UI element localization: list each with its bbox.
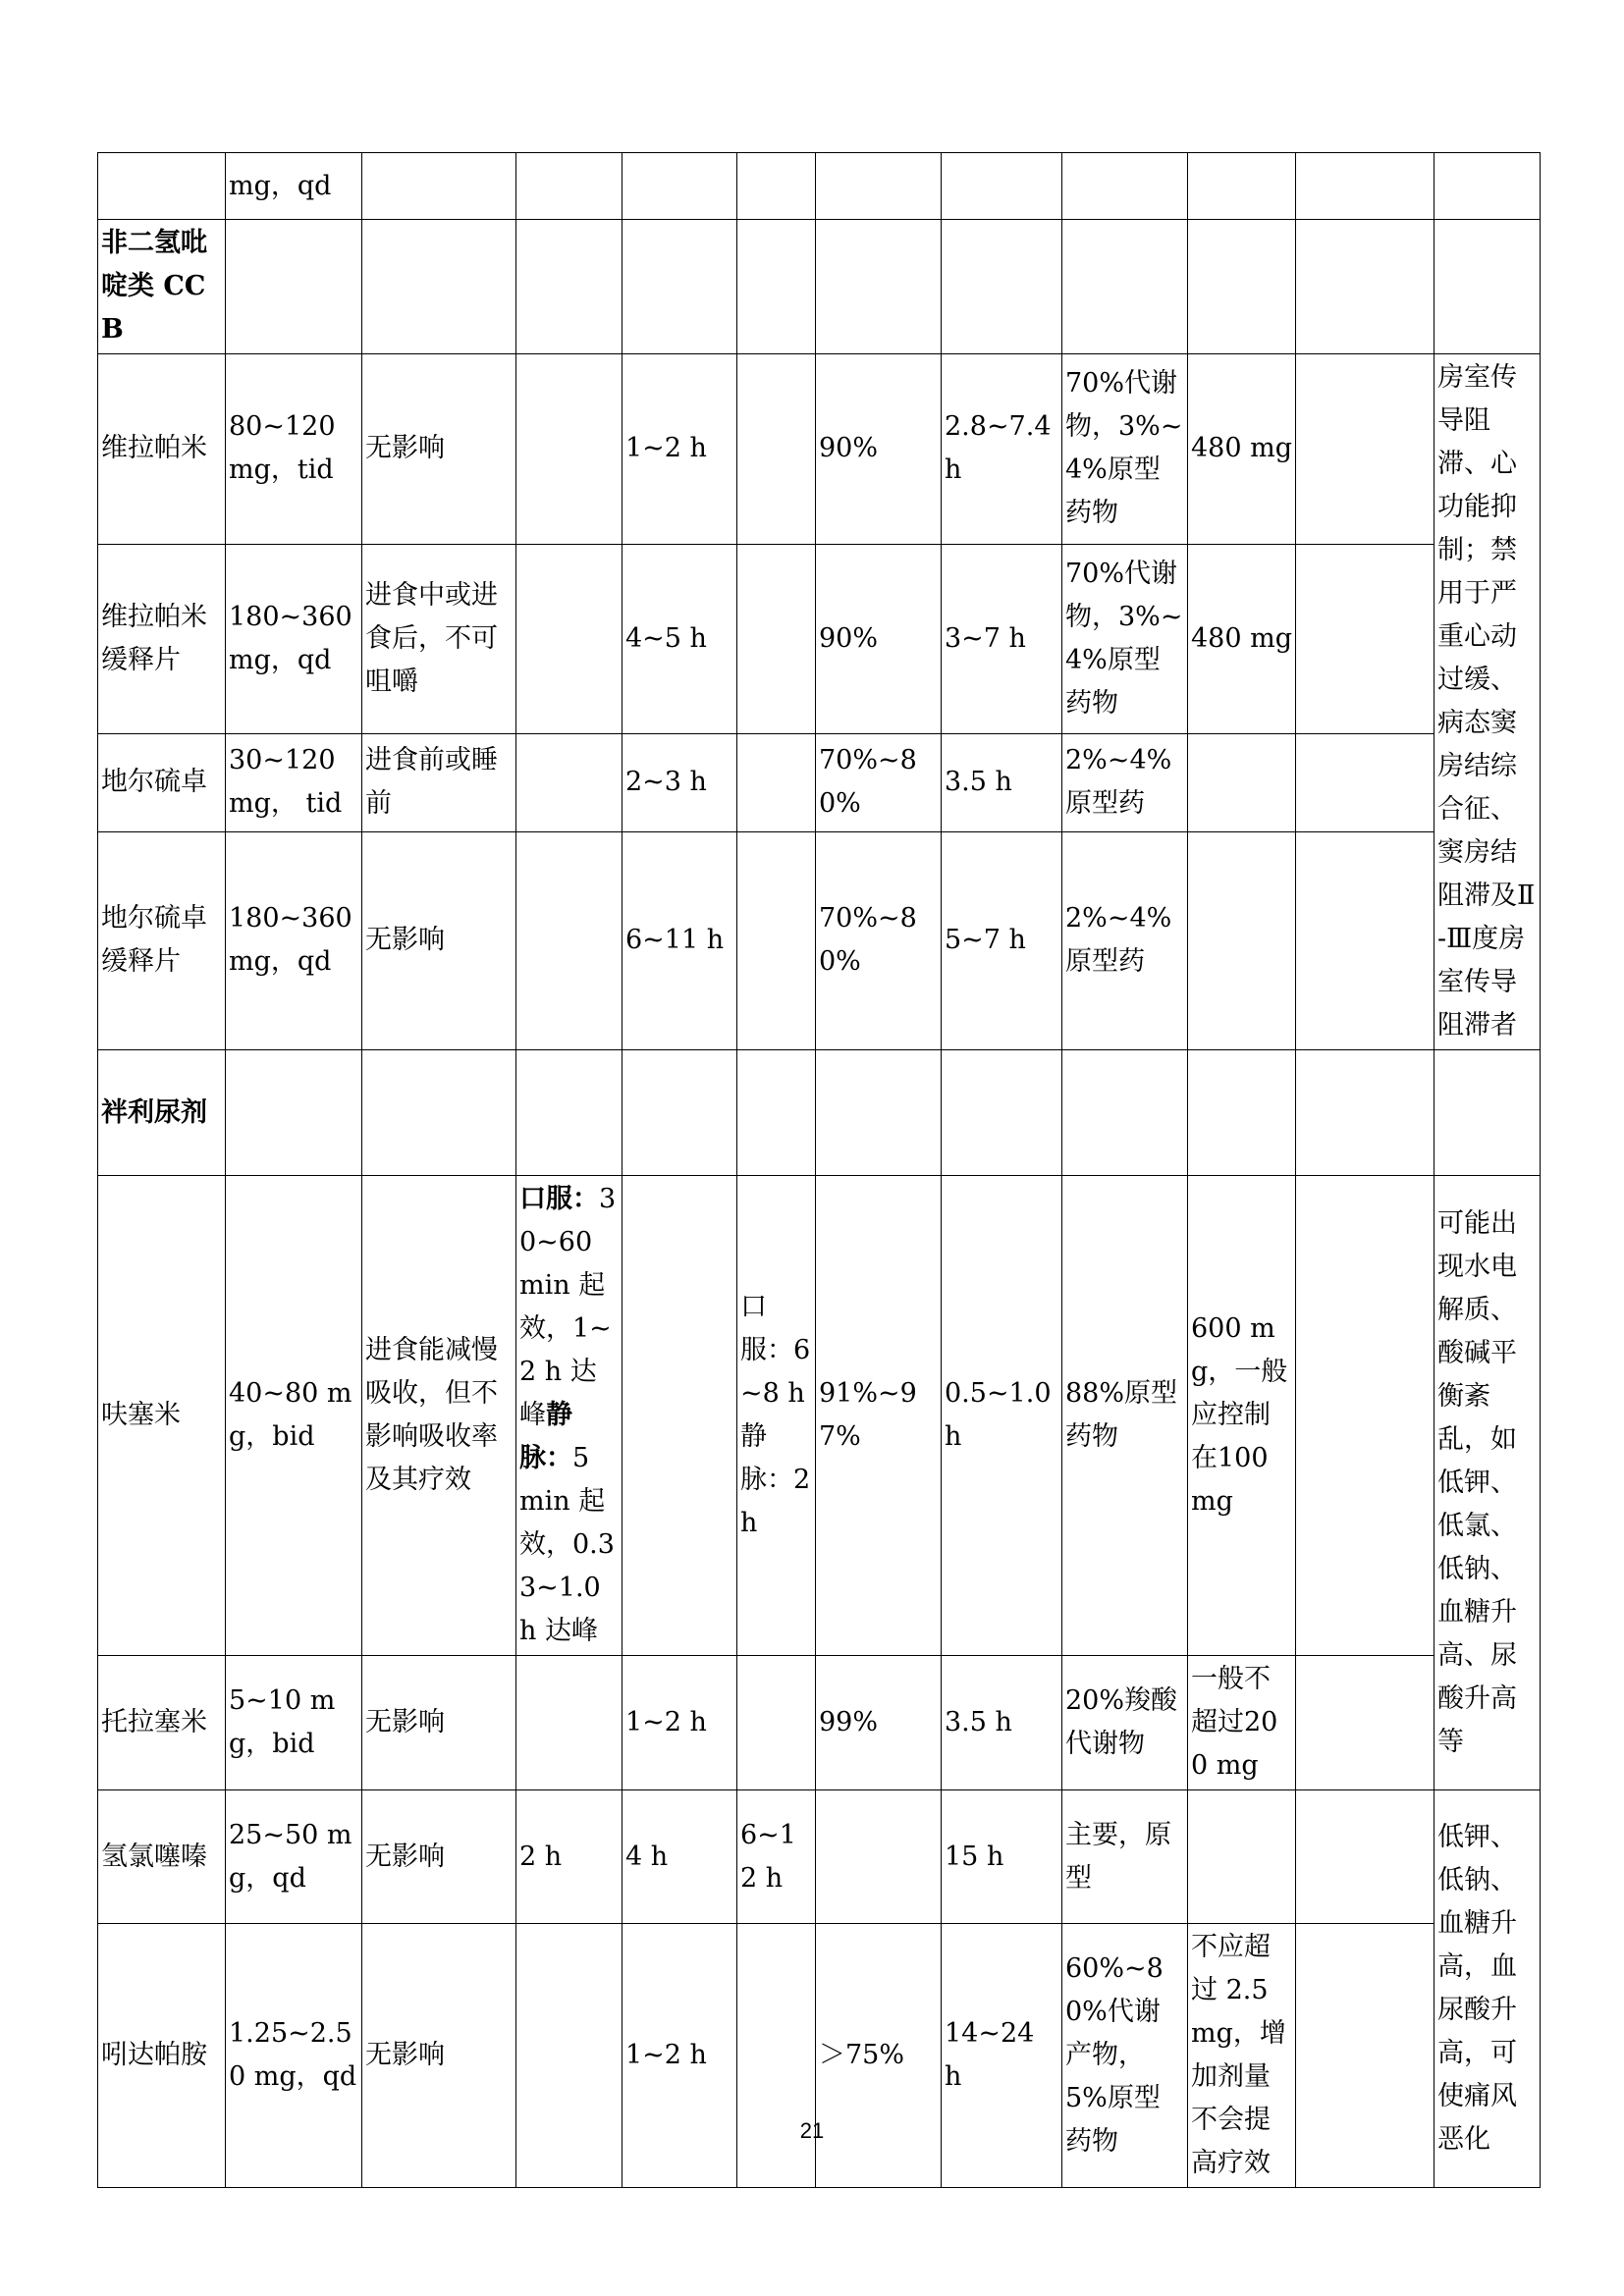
drug-peak: 1~2 h [623,354,737,545]
drug-peak: 4~5 h [623,544,737,734]
drug-max: 480 mg [1188,544,1296,734]
drug-dose: 30~120 mg， tid [226,734,362,831]
drug-peak: 4 h [623,1790,737,1924]
table-row [98,831,1541,1049]
table-row [98,1176,1541,1656]
drug-food: 进食能减慢吸收，但不影响吸收率及其疗效 [362,1176,516,1656]
drug-name: 维拉帕米缓释片 [98,544,226,734]
drug-dose: 80~120 mg，tid [226,354,362,545]
drug-excr: 20%羧酸代谢物 [1062,1656,1188,1790]
drug-food: 无影响 [362,1656,516,1790]
drug-excr: 2%~4%原型药 [1062,734,1188,831]
drug-name: 地尔硫卓缓释片 [98,831,226,1049]
table-row [98,1790,1541,1924]
drug-food: 无影响 [362,1790,516,1924]
drug-half: 14~24 h [942,1924,1062,2188]
drug-half: 5~7 h [942,831,1062,1049]
drug-dose: 1.25~2.50 mg，qd [226,1924,362,2188]
drug-duration: 口服：6~8 h 静脉：2 h [737,1176,816,1656]
drug-excr: 2%~4%原型药 [1062,831,1188,1049]
section-row [98,220,1541,354]
drug-bio: 90% [816,544,942,734]
drug-dose: 180~360 mg，qd [226,831,362,1049]
drug-dose: 5~10 mg，bid [226,1656,362,1790]
drug-bio: 99% [816,1656,942,1790]
drug-half: 3.5 h [942,734,1062,831]
drug-onset [516,1176,623,1656]
drug-dose: 180~360 mg，qd [226,544,362,734]
drug-bio: 90% [816,354,942,545]
drug-peak: 2~3 h [623,734,737,831]
drug-peak: 6~11 h [623,831,737,1049]
cell-name [98,153,226,220]
drug-excr: 60%~80%代谢产物，5%原型药物 [1062,1924,1188,2188]
drug-peak: 1~2 h [623,1656,737,1790]
onset-iv: 5 min 起效，0.33~1.0 h 达峰 [519,1443,615,1646]
drug-name: 吲达帕胺 [98,1924,226,2188]
ccb-note: 房室传导阻滞、心功能抑制；禁用于严重心动过缓、病态窦房结综合征、窦房结阻滞及Ⅱ-Ⅲ度房室传导阻滞者 [1435,354,1541,1050]
drug-excr: 70%代谢物，3%~4%原型药物 [1062,544,1188,734]
drug-half: 15 h [942,1790,1062,1924]
drug-excr: 主要，原型 [1062,1790,1188,1924]
drug-bio: 70%~80% [816,734,942,831]
thiazide-note: 低钾、低钠、血糖升高，血尿酸升高，可使痛风恶化 [1435,1790,1541,2188]
drug-food: 无影响 [362,354,516,545]
drug-food: 进食前或睡前 [362,734,516,831]
drug-bio: 70%~80% [816,831,942,1049]
drug-dose: 40~80 mg，bid [226,1176,362,1656]
loop-note: 可能出现水电解质、酸碱平衡紊乱，如低钾、低氯、低钠、血糖升高、尿酸升高等 [1435,1176,1541,1790]
drug-excr: 88%原型药物 [1062,1176,1188,1656]
drug-dose: 25~50 mg，qd [226,1790,362,1924]
drug-half: 3~7 h [942,544,1062,734]
table-row [98,354,1541,545]
table-row [98,1924,1541,2188]
drug-name: 呋塞米 [98,1176,226,1656]
drug-food: 无影响 [362,1924,516,2188]
drug-max: 600 mg，一般应控制在100 mg [1188,1176,1296,1656]
drug-food: 无影响 [362,831,516,1049]
onset-iv-label: 静脉： [519,1400,572,1473]
table-row [98,1656,1541,1790]
onset-oral: 30~60 min 起效，1~2 h 达峰 [519,1184,617,1430]
drug-bio: ＞75% [816,1924,942,2188]
drug-max: 不应超过 2.5 mg，增加剂量不会提高疗效 [1188,1924,1296,2188]
drug-name: 地尔硫卓 [98,734,226,831]
drug-peak: 1~2 h [623,1924,737,2188]
section-row [98,1050,1541,1176]
drug-half: 2.8~7.4 h [942,354,1062,545]
onset-oral-label: 口服： [519,1184,599,1214]
table-row [98,544,1541,734]
cell-dose: mg，qd [226,153,362,220]
drug-max: 480 mg [1188,354,1296,545]
drug-name: 氢氯噻嗪 [98,1790,226,1924]
drug-food: 进食中或进食后，不可咀嚼 [362,544,516,734]
table-row [98,153,1541,220]
section-title-loop: 袢利尿剂 [98,1050,226,1176]
drug-bio: 91%~97% [816,1176,942,1656]
drug-onset: 2 h [516,1790,623,1924]
section-title-ccb: 非二氢吡啶类 CCB [98,220,226,354]
drug-max: 一般不超过200 mg [1188,1656,1296,1790]
drug-table [97,152,1541,2188]
drug-name: 维拉帕米 [98,354,226,545]
drug-half: 3.5 h [942,1656,1062,1790]
page-number: 21 [799,2118,825,2143]
drug-duration: 6~12 h [737,1790,816,1924]
drug-name: 托拉塞米 [98,1656,226,1790]
table-row [98,734,1541,831]
drug-half: 0.5~1.0 h [942,1176,1062,1656]
drug-excr: 70%代谢物，3%~4%原型药物 [1062,354,1188,545]
